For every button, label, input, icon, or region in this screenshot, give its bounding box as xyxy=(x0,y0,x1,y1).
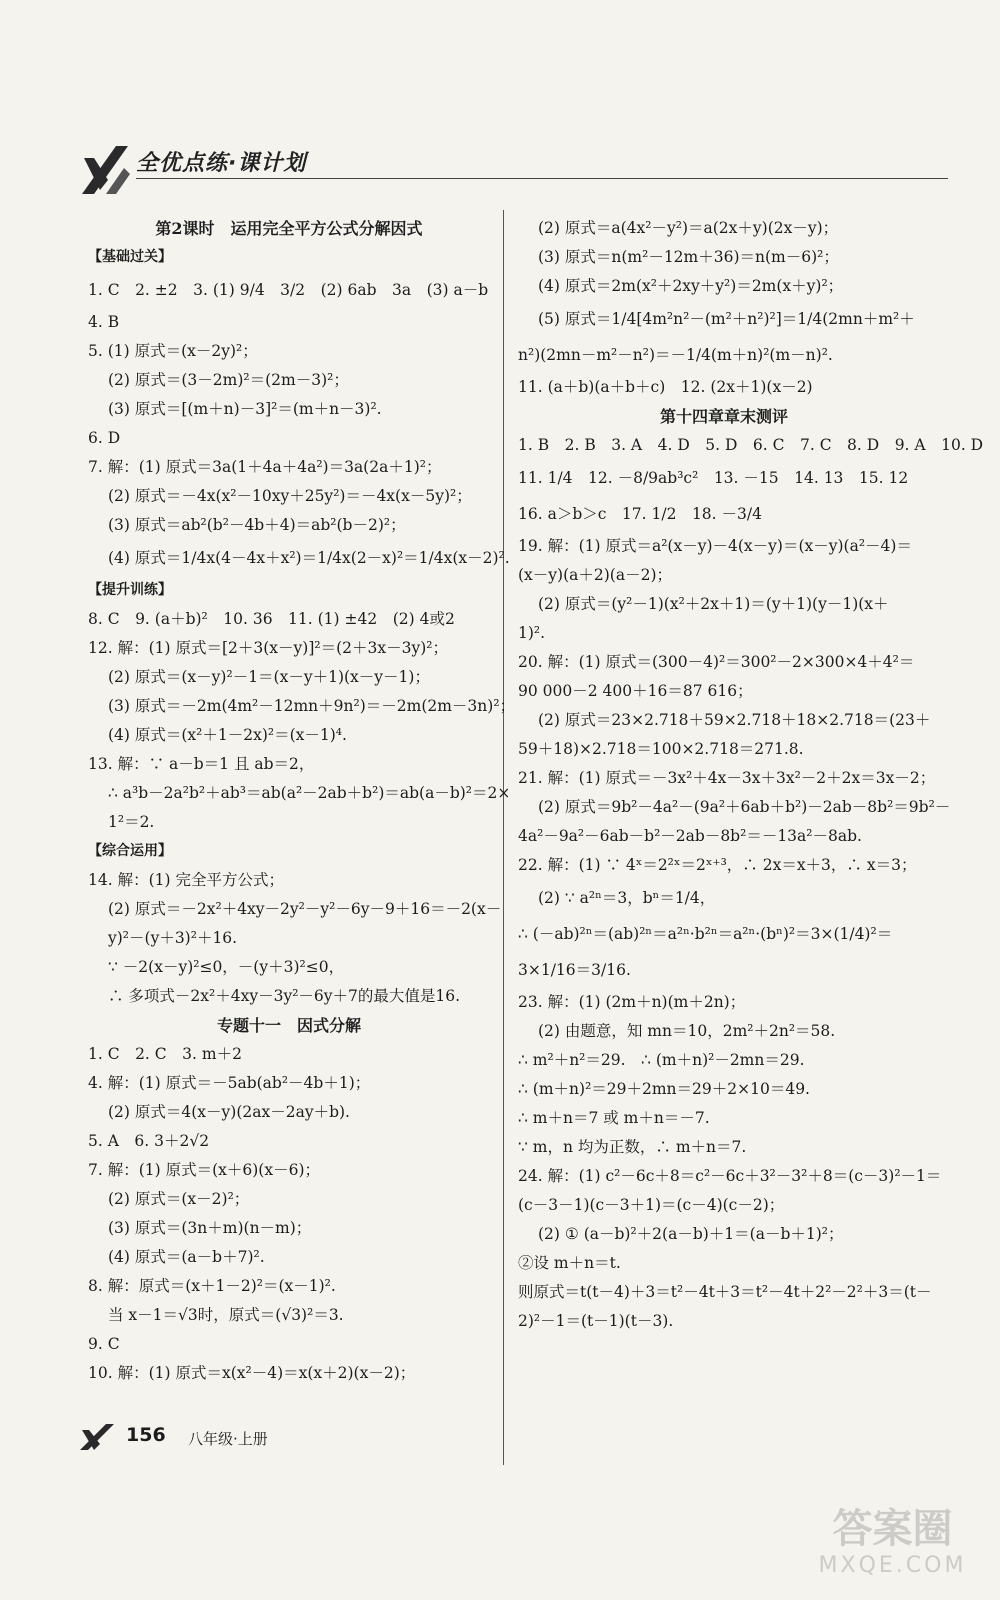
answer-line: 2)²－1＝(t－1)(t－3). xyxy=(518,1312,674,1330)
answer-line: 8. C 9. (a＋b)² 10. 36 11. (1) ±42 (2) 4或2 xyxy=(88,610,455,628)
right-column xyxy=(518,214,984,1336)
answer-line: 10. 解：(1) 原式＝x(x²－4)＝x(x＋2)(x－2)； xyxy=(88,1364,416,1382)
section-heading: 【基础过关】 xyxy=(88,249,172,265)
answer-line: 7. 解：(1) 原式＝(x＋6)(x－6)； xyxy=(88,1161,320,1179)
answer-line: 22. 解：(1) ∵ 4ˣ＝2²ˣ＝2ˣ⁺³，∴ 2x＝x＋3，∴ x＝3； xyxy=(518,856,917,874)
answer-line: (2) 原式＝－2x²＋4xy－2y²－y²－6y－9＋16＝－2(x－ xyxy=(108,900,502,918)
answer-line: 1. B 2. B 3. A 4. D 5. D 6. C 7. C 8. D 9. A 10. D xyxy=(518,436,984,454)
answer-line: ∴ m＋n＝7 或 m＋n＝－7. xyxy=(518,1109,710,1127)
answer-line: ∴ a³b－2a²b²＋ab³＝ab(a²－2ab＋b²)＝ab(a－b)²＝2× xyxy=(108,784,511,802)
answer-line: (2) ∵ a²ⁿ＝3，bⁿ＝1/4， xyxy=(538,889,716,907)
answer-line: (2) 由题意，知 mn＝10，2m²＋2n²＝58. xyxy=(538,1022,836,1040)
answer-line: (3) 原式＝(3n＋m)(n－m)； xyxy=(108,1219,312,1237)
answer-line: 1²＝2. xyxy=(108,813,155,831)
watermark-sub: MXQE.COM xyxy=(818,1553,967,1578)
answer-line: (2) 原式＝4(x－y)(2ax－2ay＋b). xyxy=(108,1103,350,1121)
grade-label: 八年级·上册 xyxy=(188,1430,268,1448)
header-rule xyxy=(136,178,948,179)
answer-line: (2) ① (a－b)²＋2(a－b)＋1＝(a－b＋1)²； xyxy=(538,1225,844,1243)
answer-line: 1)². xyxy=(518,624,546,642)
brand-title: 全优点练·课计划 xyxy=(136,151,307,176)
answer-line: (2) 原式＝a(4x²－y²)＝a(2x＋y)(2x－y)； xyxy=(538,219,839,237)
column-divider xyxy=(503,210,504,1465)
answer-line: 13. 解：∵ a－b＝1 且 ab＝2， xyxy=(88,755,315,773)
answer-line: 90 000－2 400＋16＝87 616； xyxy=(518,682,753,700)
section-title: 第十四章章末测评 xyxy=(659,407,788,426)
answer-line: 23. 解：(1) (2m＋n)(m＋2n)； xyxy=(518,993,746,1011)
answer-line: (5) 原式＝1/4[4m²n²－(m²＋n²)²]＝1/4(2mn＋m²＋ xyxy=(538,310,915,328)
watermark-main: 答案圈 xyxy=(832,1506,953,1552)
answer-line: (3) 原式＝ab²(b²－4b＋4)＝ab²(b－2)²； xyxy=(108,516,406,534)
answer-line: 59＋18)×2.718＝100×2.718＝271.8. xyxy=(518,740,804,758)
answer-line: 11. (a＋b)(a＋b＋c) 12. (2x＋1)(x－2) xyxy=(518,378,813,396)
answer-line: 当 x－1＝√3时，原式＝(√3)²＝3. xyxy=(108,1306,344,1324)
answer-line: (2) 原式＝(y²－1)(x²＋2x＋1)＝(y＋1)(y－1)(x＋ xyxy=(538,595,889,613)
answer-line: 21. 解：(1) 原式＝－3x²＋4x－3x＋3x²－2＋2x＝3x－2； xyxy=(518,769,936,787)
answer-line: 20. 解：(1) 原式＝(300－4)²＝300²－2×300×4＋4²＝ xyxy=(518,653,915,671)
answer-line: (x－y)(a＋2)(a－2)； xyxy=(518,566,672,584)
section-heading: 【提升训练】 xyxy=(88,582,172,598)
answer-line: ∵ m，n 均为正数，∴ m＋n＝7. xyxy=(518,1138,747,1156)
answer-line: 4a²－9a²－6ab－b²－2ab－8b²＝－13a²－8ab. xyxy=(518,827,862,845)
brand-logo-icon xyxy=(78,142,132,198)
answer-line: ∵ －2(x－y)²≤0，－(y＋3)²≤0， xyxy=(108,958,345,976)
answer-line: 9. C xyxy=(88,1335,120,1353)
section-title: 专题十一 因式分解 xyxy=(216,1016,361,1035)
answer-line: 7. 解：(1) 原式＝3a(1＋4a＋4a²)＝3a(2a＋1)²； xyxy=(88,458,442,476)
answer-line: (2) 原式＝(x－2)²； xyxy=(108,1190,250,1208)
answer-line: (3) 原式＝n(m²－12m＋36)＝n(m－6)²； xyxy=(538,248,839,266)
answer-line: 19. 解：(1) 原式＝a²(x－y)－4(x－y)＝(x－y)(a²－4)＝ xyxy=(518,537,912,555)
answer-line: (3) 原式＝－2m(4m²－12mn＋9n²)＝－2m(2m－3n)²； xyxy=(108,697,516,715)
answer-line: (3) 原式＝[(m＋n)－3]²＝(m＋n－3)². xyxy=(108,400,382,418)
answer-line: 5. (1) 原式＝(x－2y)²； xyxy=(88,342,258,360)
answer-line: ②设 m＋n＝t. xyxy=(518,1254,621,1272)
footer-logo-icon xyxy=(78,1422,118,1454)
left-column xyxy=(88,214,516,1388)
answer-line: n²)(2mn－m²－n²)＝－1/4(m＋n)²(m－n)². xyxy=(518,346,833,364)
answer-line: (2) 原式＝23×2.718＋59×2.718＋18×2.718＝(23＋ xyxy=(538,711,931,729)
answer-line: 12. 解：(1) 原式＝[2＋3(x－y)]²＝(2＋3x－3y)²； xyxy=(88,639,448,657)
answer-line: ∴ (－ab)²ⁿ＝(ab)²ⁿ＝a²ⁿ·b²ⁿ＝a²ⁿ·(bⁿ)²＝3×(1/4)²＝ xyxy=(518,925,893,943)
answer-line: y)²－(y＋3)²＋16. xyxy=(108,929,238,947)
answer-line: ∴ (m＋n)²＝29＋2mn＝29＋2×10＝49. xyxy=(518,1080,810,1098)
answer-line: (4) 原式＝2m(x²＋2xy＋y²)＝2m(x＋y)²； xyxy=(538,277,844,295)
answer-line: 14. 解：(1) 完全平方公式； xyxy=(88,871,284,889)
answer-line: 16. a＞b＞c 17. 1/2 18. －3/4 xyxy=(518,505,762,523)
answer-line: (2) 原式＝(3－2m)²＝(2m－3)²； xyxy=(108,371,349,389)
section-heading: 【综合运用】 xyxy=(88,843,172,859)
answer-line: (4) 原式＝(x²＋1－2x)²＝(x－1)⁴. xyxy=(108,726,347,744)
answer-line: 4. 解：(1) 原式＝－5ab(ab²－4b＋1)； xyxy=(88,1074,371,1092)
answer-line: (4) 原式＝(a－b＋7)². xyxy=(108,1248,265,1266)
answer-line: 11. 1/4 12. －8/9ab³c² 13. －15 14. 13 15. 12 xyxy=(518,469,909,487)
answer-line: (2) 原式＝－4x(x²－10xy＋25y²)＝－4x(x－5y)²； xyxy=(108,487,472,505)
answer-line: (2) 原式＝(x－y)²－1＝(x－y＋1)(x－y－1)； xyxy=(108,668,430,686)
answer-line: 4. B xyxy=(88,313,120,331)
answer-line: 8. 解：原式＝(x＋1－2)²＝(x－1)². xyxy=(88,1277,336,1295)
answer-line: ∴ 多项式－2x²＋4xy－3y²－6y＋7的最大值是16. xyxy=(108,987,461,1005)
answer-line: 6. D xyxy=(88,429,121,447)
answer-line: 1. C 2. C 3. m＋2 xyxy=(88,1045,242,1063)
answer-line: 3×1/16＝3/16. xyxy=(518,961,631,979)
watermark xyxy=(805,1505,980,1590)
answer-line: 则原式＝t(t－4)＋3＝t²－4t＋3＝t²－4t＋2²－2²＋3＝(t－ xyxy=(518,1283,932,1301)
answer-line: 5. A 6. 3＋2√2 xyxy=(88,1132,210,1150)
page-header xyxy=(78,142,948,198)
answer-line: (4) 原式＝1/4x(4－4x＋x²)＝1/4x(2－x)²＝1/4x(x－2)². xyxy=(108,549,510,567)
answer-line: 24. 解：(1) c²－6c＋8＝c²－6c＋3²－3²＋8＝(c－3)²－1＝ xyxy=(518,1167,942,1185)
answer-line: ∴ m²＋n²＝29. ∴ (m＋n)²－2mn＝29. xyxy=(518,1051,805,1069)
answer-line: (2) 原式＝9b²－4a²－(9a²＋6ab＋b²)－2ab－8b²＝9b²－ xyxy=(538,798,951,816)
answer-line: 1. C 2. ±2 3. (1) 9/4 3/2 (2) 6ab 3a (3) a－b xyxy=(88,281,489,299)
page-number: 156 xyxy=(126,1424,166,1446)
answer-line: (c－3－1)(c－3＋1)＝(c－4)(c－2)； xyxy=(518,1196,785,1214)
section-title: 第2课时 运用完全平方公式分解因式 xyxy=(155,219,423,238)
